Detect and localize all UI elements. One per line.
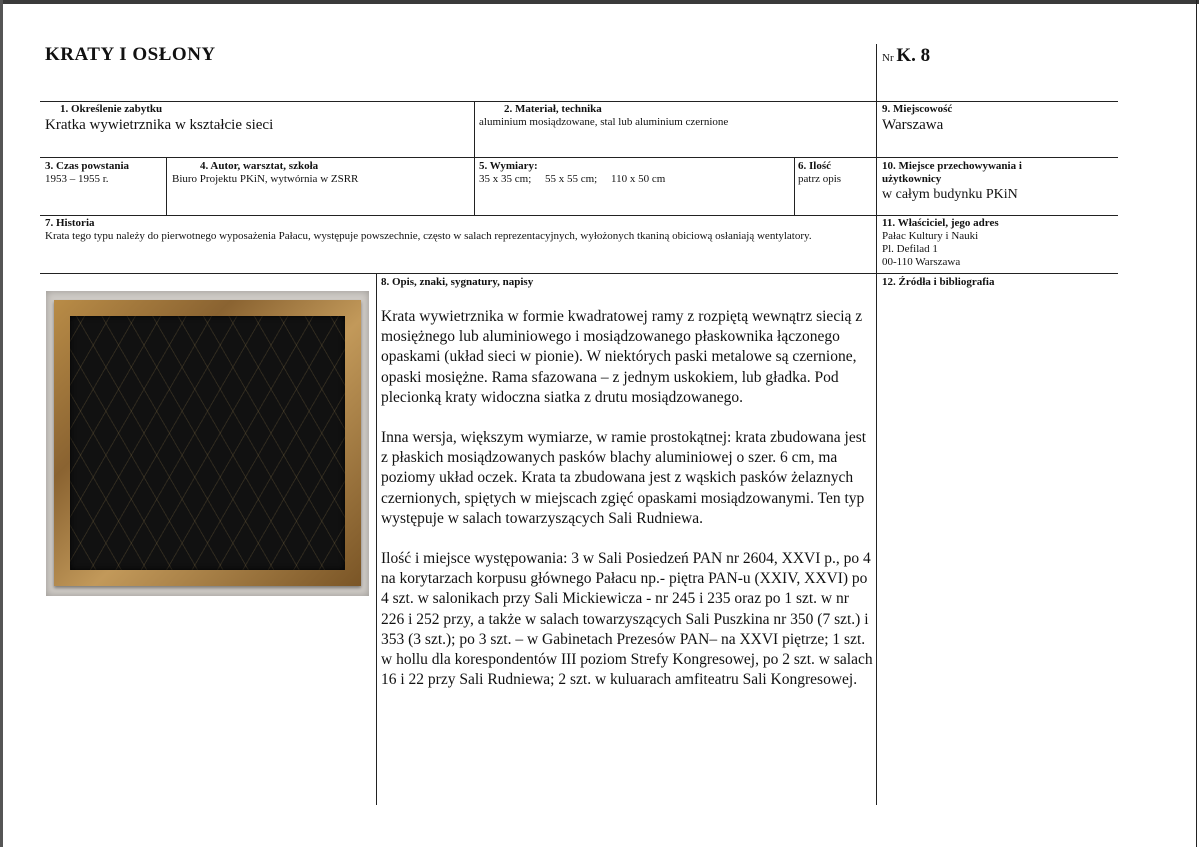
field-label: 4. Autor, warsztat, szkoła xyxy=(200,160,319,172)
scan-edge-top xyxy=(0,0,1199,4)
field-location xyxy=(882,103,1118,134)
field-value: Warszawa xyxy=(882,117,944,133)
grille-net xyxy=(70,316,345,570)
object-photo xyxy=(46,291,369,596)
field-history xyxy=(45,217,875,243)
field-label: 6. Ilość xyxy=(798,160,831,172)
field-value: 1953 – 1955 r. xyxy=(45,173,109,185)
field-label: 12. Źródła i bibliografia xyxy=(882,276,995,288)
field-author xyxy=(172,160,470,186)
field-date xyxy=(45,160,163,186)
field-description xyxy=(381,276,873,710)
description-paragraph: Krata wywietrznika w formie kwadratowej ramy z rozpiętą wewnątrz siecią z mosiężnego lub aluminiowego i mosiądzowanego płaskownika łączonego opaskami (układ sieci w pionie). W niektórych paski metalowe są czernione, opaski mosiężne. Rama sfazowana – z jednym uskokiem, lub gładka. Pod plecionką kraty widoczna siatka z drutu mosiądzowanego. xyxy=(381,308,863,406)
field-label: 10. Miejsce przechowywania i użytkownicy xyxy=(882,160,1022,185)
field-value: aluminium mosiądzowane, stal lub aluminium czernione xyxy=(479,116,729,128)
field-material xyxy=(479,103,871,129)
field-dimensions xyxy=(479,160,791,186)
field-label: 2. Materiał, technika xyxy=(504,103,602,115)
divider xyxy=(376,273,377,805)
divider xyxy=(40,215,1118,216)
divider xyxy=(40,101,1118,102)
field-owner xyxy=(882,217,1118,269)
divider xyxy=(876,44,877,805)
catalog-number-prefix: Nr xyxy=(882,52,894,64)
divider xyxy=(1196,0,1197,847)
divider xyxy=(166,157,167,215)
owner-line: Pałac Kultury i Nauki xyxy=(882,230,979,242)
field-label: 7. Historia xyxy=(45,217,95,229)
field-value: w całym budynku PKiN xyxy=(882,187,1018,202)
field-label: 3. Czas powstania xyxy=(45,160,130,172)
field-label: 5. Wymiary: xyxy=(479,160,538,172)
field-value: Krata tego typu należy do pierwotnego wyposażenia Pałacu, występuje powszechnie, często w salach reprezentacyjnych, wyłożonych tkaniną obiciową osłaniają wentylatory. xyxy=(45,230,812,242)
field-label: 8. Opis, znaki, sygnatury, napisy xyxy=(381,276,534,288)
field-sources xyxy=(882,276,1118,289)
field-value: patrz opis xyxy=(798,173,842,185)
divider xyxy=(474,101,475,215)
owner-line: Pl. Defilad 1 xyxy=(882,243,938,255)
field-value: Biuro Projektu PKiN, wytwórnia w ZSRR xyxy=(172,173,359,185)
catalog-number-value: K. 8 xyxy=(896,45,931,66)
field-value: Kratka wywietrznika w kształcie sieci xyxy=(45,117,274,133)
description-paragraph: Inna wersja, większym wymiarze, w ramie prostokątnej: krata zbudowana jest z płaskich mosiądzowanych pasków blachy aluminiowej o szer. 6 cm, ma poziomy układ oczek. Krata ta zbudowana jest z wąskich pasków żelaznych czernionych, spiętych w miejscach zgięć opaskami mosiądzowanymi. Ten typ występuje w salach towarzyszących Sali Rudniewa. xyxy=(381,429,867,527)
field-storage xyxy=(882,160,1082,203)
field-label: 9. Miejscowość xyxy=(882,103,953,115)
divider xyxy=(40,157,1118,158)
field-quantity xyxy=(798,160,874,186)
divider xyxy=(40,273,1118,274)
description-text xyxy=(381,307,873,690)
divider xyxy=(794,157,795,215)
field-value: 35 x 35 cm; 55 x 55 cm; 110 x 50 cm xyxy=(479,173,666,185)
field-object-name xyxy=(45,103,470,134)
field-label: 11. Właściciel, jego adres xyxy=(882,217,999,229)
catalog-number xyxy=(882,45,930,67)
field-label: 1. Określenie zabytku xyxy=(60,103,163,115)
scan-edge-left xyxy=(0,0,3,847)
owner-line: 00-110 Warszawa xyxy=(882,256,961,268)
grille-frame xyxy=(54,300,361,586)
page-title: KRATY I OSŁONY xyxy=(45,44,216,65)
description-paragraph: Ilość i miejsce występowania: 3 w Sali Posiedzeń PAN nr 2604, XXVI p., po 4 na korytarzach korpusu głównego Pałacu np.- piętra PAN-u (XXIV, XXVI) po 4 szt. w salonikach przy Sali Mickiewicza - nr 245 i 235 oraz po 1 szt. w nr 226 i 252 przy, a także w salach towarzyszących Sali Puszkina nr 350 (7 szt.) i 353 (3 szt.); po 3 szt. – w Gabinetach Prezesów PAN– na XXVI piętrze; 1 szt. w hollu dla korespondentów III poziom Strefy Kongresowej, po 2 szt. w salach 16 i 22 przy Sali Rudniewa; 2 szt. w kuluarach amfiteatru Sali Kongresowej. xyxy=(381,550,873,689)
